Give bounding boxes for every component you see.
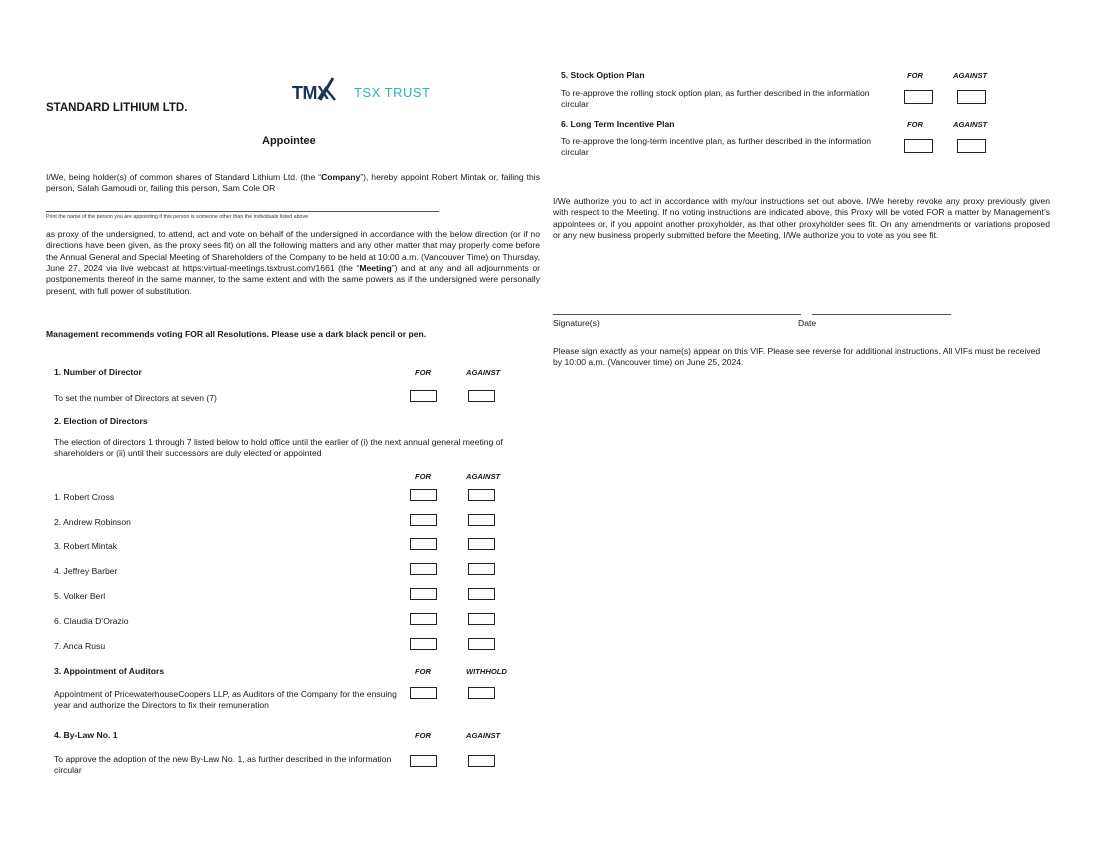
resolution-5-title: 5. Stock Option Plan: [561, 70, 645, 80]
director-5-against-checkbox[interactable]: [468, 588, 495, 600]
director-4-for-checkbox[interactable]: [410, 563, 437, 575]
r1-for-header: FOR: [415, 368, 432, 377]
r5-against-header: AGAINST: [953, 71, 988, 80]
signature-field[interactable]: [553, 314, 801, 315]
director-3: 3. Robert Mintak: [54, 541, 118, 551]
r6-against-header: AGAINST: [953, 120, 988, 129]
resolution-3-title: 3. Appointment of Auditors: [54, 666, 165, 676]
authorization-paragraph: I/We authorize you to act in accordance with my/our instructions set out above. I/We hereby revoke any proxy previously given with respect to the Meeting. If no voting instructions are indicated above, this Proxy will be voted FOR a matter by Management’s appointees or, if you appoint another proxyholder, as that other proxyholder sees fit. On any amendments or variations proposed or any new business properly submitted before the Meeting, I/We authorize you to vote as you see fit.: [553, 196, 1050, 241]
director-5: 5. Volker Berl: [54, 591, 106, 601]
resolution-5-text: To re-approve the rolling stock option plan, as further described in the information circular: [561, 88, 870, 110]
company-name: STANDARD LITHIUM LTD.: [46, 102, 188, 114]
tmx-tsx-trust-logo: [292, 76, 442, 106]
director-4: 4. Jeffrey Barber: [54, 566, 118, 576]
r2-for-header: FOR: [415, 472, 432, 481]
resolution-4-title: 4. By-Law No. 1: [54, 730, 118, 740]
tsx-trust-logo-text: TSX TRUST: [354, 85, 431, 100]
sign-instructions: Please sign exactly as your name(s) appear on this VIF. Please see reverse for additional instructions. All VIFs must be received by 10:00 a.m. (Vancouver time) on June 25, 2024.: [553, 346, 1041, 368]
director-7-for-checkbox[interactable]: [410, 638, 437, 650]
r5-for-checkbox[interactable]: [904, 90, 933, 104]
r5-for-header: FOR: [907, 71, 924, 80]
r4-against-checkbox[interactable]: [468, 755, 495, 767]
director-1-for-checkbox[interactable]: [410, 489, 437, 501]
director-1: 1. Robert Cross: [54, 492, 115, 502]
resolution-2-text: The election of directors 1 through 7 listed below to hold office until the earlier of (i) the next annual general meeting of shareholders or (ii) until their successors are duly elected or appointed: [54, 437, 503, 459]
director-4-against-checkbox[interactable]: [468, 563, 495, 575]
r3-for-checkbox[interactable]: [410, 687, 437, 699]
resolution-3-text: Appointment of PricewaterhouseCoopers LLP, as Auditors of the Company for the ensuing year and authorize the Directors to fix their remuneration: [54, 689, 397, 711]
director-2-against-checkbox[interactable]: [468, 514, 495, 526]
director-3-for-checkbox[interactable]: [410, 538, 437, 550]
director-7: 7. Anca Rusu: [54, 641, 106, 651]
r4-for-header: FOR: [415, 731, 432, 740]
r6-for-header: FOR: [907, 120, 924, 129]
resolution-4-text: To approve the adoption of the new By-Law No. 1, as further described in the information circular: [54, 754, 392, 776]
r3-withhold-header: WITHHOLD: [466, 667, 507, 676]
director-6: 6. Claudia D’Orazio: [54, 616, 129, 626]
r1-for-checkbox[interactable]: [410, 390, 437, 402]
date-label: Date: [798, 318, 817, 328]
print-name-note: Print the name of the person you are appointing if this person is someone other than the individuals listed above: [46, 214, 309, 220]
proxy-paragraph: as proxy of the undersigned, to attend, act and vote on behalf of the undersigned in accordance with the below direction (or if no directions have been given, as the proxy sees fit) on all the following matters and any other matter that may properly come before the Annual General and Special Meeting of Shareholders of the Company to be held at 10:00 a.m. (Vancouver Time) on Thursday, June 27, 2024 via live webcast at https:virtual-meetings.tsxtrust.com/1661 (the “Meeting”) and at any and all adjournments or postponements thereof in the same manner, to the same extent and with the same powers as if the undersigned were personally present, with full power of substitution.: [46, 229, 540, 296]
appointee-name-field[interactable]: [46, 211, 439, 212]
tmx-swoosh-icon: [316, 76, 338, 102]
tmx-logo-mark: TMX: [292, 83, 329, 103]
director-6-for-checkbox[interactable]: [410, 613, 437, 625]
date-field[interactable]: [812, 314, 951, 315]
resolution-6-title: 6. Long Term Incentive Plan: [561, 119, 675, 129]
r6-against-checkbox[interactable]: [957, 139, 986, 153]
resolution-6-text: To re-approve the long-term incentive plan, as further described in the information circular: [561, 136, 872, 158]
resolution-2-title: 2. Election of Directors: [54, 416, 148, 426]
director-2: 2. Andrew Robinson: [54, 517, 131, 527]
r4-against-header: AGAINST: [466, 731, 501, 740]
r1-against-checkbox[interactable]: [468, 390, 495, 402]
r3-withhold-checkbox[interactable]: [468, 687, 495, 699]
r3-for-header: FOR: [415, 667, 432, 676]
r2-against-header: AGAINST: [466, 472, 501, 481]
resolution-1-text: To set the number of Directors at seven (7): [54, 393, 217, 403]
r4-for-checkbox[interactable]: [410, 755, 437, 767]
management-recommendation: Management recommends voting FOR all Resolutions. Please use a dark black pencil or pen.: [46, 329, 427, 339]
director-7-against-checkbox[interactable]: [468, 638, 495, 650]
resolution-1-title: 1. Number of Director: [54, 367, 142, 377]
director-3-against-checkbox[interactable]: [468, 538, 495, 550]
r6-for-checkbox[interactable]: [904, 139, 933, 153]
appointee-intro: I/We, being holder(s) of common shares of Standard Lithium Ltd. (the “Company”), hereby appoint Robert Mintak or, failing this person, Salah Gamoudi or, failing this person, Sam Cole OR: [46, 172, 540, 194]
signature-label: Signature(s): [553, 318, 600, 328]
director-5-for-checkbox[interactable]: [410, 588, 437, 600]
director-1-against-checkbox[interactable]: [468, 489, 495, 501]
appointee-title: Appointee: [262, 135, 316, 147]
r1-against-header: AGAINST: [466, 368, 501, 377]
r5-against-checkbox[interactable]: [957, 90, 986, 104]
director-2-for-checkbox[interactable]: [410, 514, 437, 526]
director-6-against-checkbox[interactable]: [468, 613, 495, 625]
